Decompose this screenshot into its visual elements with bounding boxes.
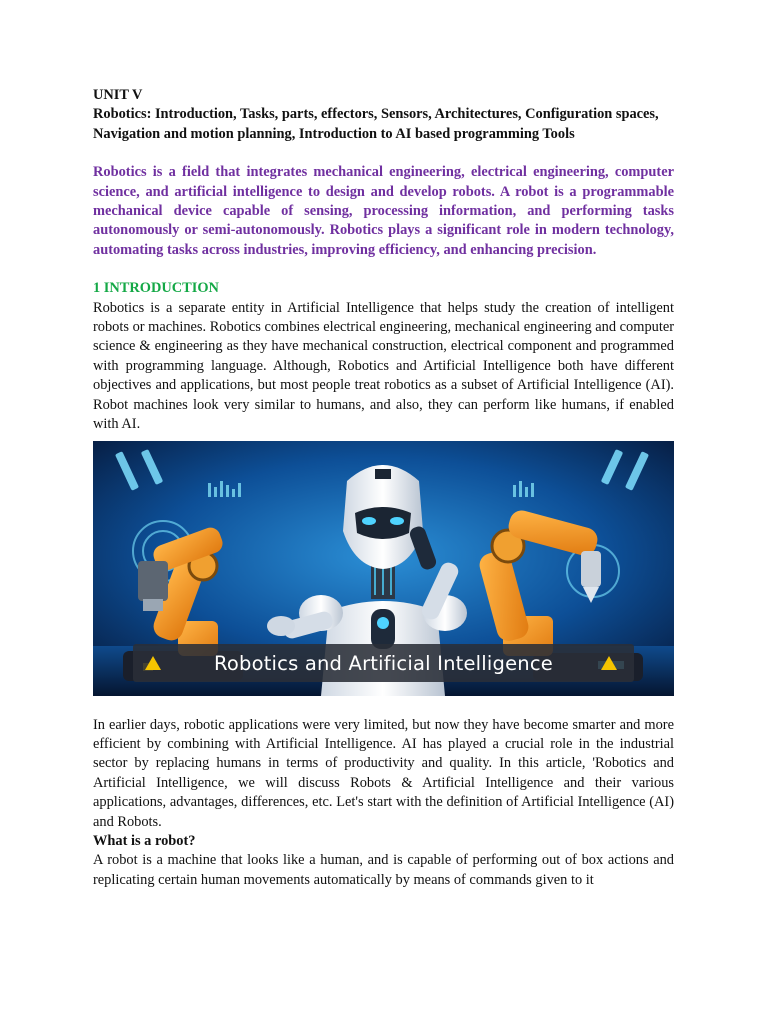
paragraph-earlier-days: In earlier days, robotic applications were very limited, but now they have become smarter and more efficient by combining with Artificial Intelligence. AI has played a crucial role in the industrial sector by replacing humans in terms of productivity and quality. In this article, 'Robotics and Artificial Intelligence, we will discuss Robots & Artificial Intelligence and their various applications, advantages, differences, etc. Let's start with the definition of Artificial Intelligence (AI) and Robots. <box>93 716 674 830</box>
unit-title: UNIT V <box>93 87 143 103</box>
paragraph-robot-definition: A robot is a machine that looks like a human, and is capable of performing out of box actions and replicating certain human movements automatically by means of commands given to it <box>93 852 674 888</box>
abstract-paragraph: Robotics is a field that integrates mechanical engineering, electrical engineering, computer science, and artificial intelligence to design and develop robots. A robot is a programmable mechanical device capable of sensing, processing information, and performing tasks autonomously or semi-autonomously. Robotics plays a significant role in modern technology, automating tasks across industries, improving efficiency, and enhancing precision. <box>93 164 674 258</box>
heading-what-is-a-robot: What is a robot? <box>93 832 196 849</box>
unit-subtitle: Robotics: Introduction, Tasks, parts, effectors, Sensors, Architectures, Configuration spaces, Navigation and motion planning, Introduction to AI based programming Tools <box>93 106 659 142</box>
intro-paragraph: Robotics is a separate entity in Artificial Intelligence that helps study the creation of intelligent robots or machines. Robotics combines electrical engineering, mechanical engineering and computer science & engineering as they have mechanical construction, electrical component and programmed with programming language. Although, Robotics and Artificial Intelligence both have different objectives and applications, but most people treat robotics as a subset of Artificial Intelligence (AI). Robot machines look very similar to humans, and also, they can perform like humans, if enabled with AI. <box>93 299 675 433</box>
section-heading-introduction: 1 INTRODUCTION <box>93 280 219 297</box>
image-caption: Robotics and Artificial Intelligence <box>213 651 553 675</box>
page-content <box>93 86 674 890</box>
robotics-ai-illustration <box>93 441 674 696</box>
